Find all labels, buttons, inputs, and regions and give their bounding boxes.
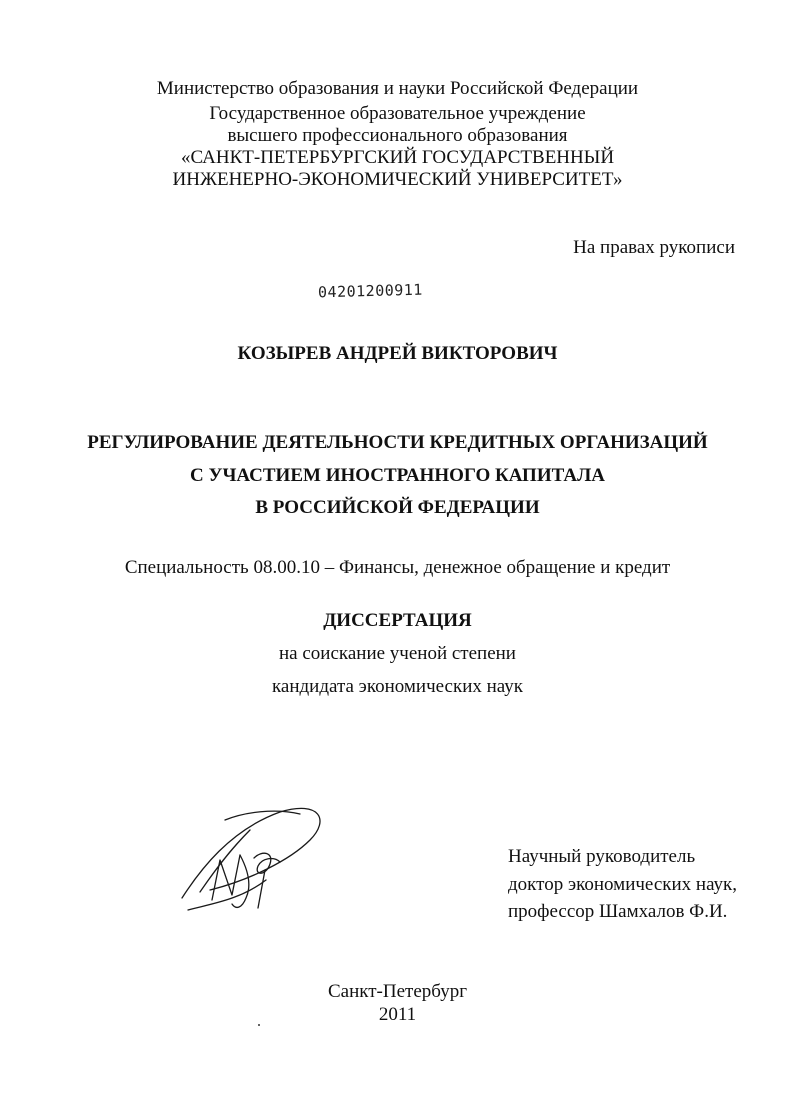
specialty-line: Специальность 08.00.10 – Финансы, денежное обращение и кредит [124, 557, 671, 578]
author-name: КОЗЫРЕВ АНДРЕЙ ВИКТОРОВИЧ [237, 343, 558, 364]
city: Санкт-Петербург [327, 981, 467, 1002]
ministry-line: Министерство образования и науки Российской Федерации [156, 78, 639, 99]
title-line3: В РОССИЙСКОЙ ФЕДЕРАЦИИ [255, 497, 540, 518]
title-line1: РЕГУЛИРОВАНИЕ ДЕЯТЕЛЬНОСТИ КРЕДИТНЫХ ОРГАНИЗАЦИЙ [87, 432, 708, 453]
supervisor-name: профессор Шамхалов Ф.И. [508, 901, 728, 922]
supervisor-degree: доктор экономических наук, [508, 874, 738, 895]
university-name-line1: «САНКТ-ПЕТЕРБУРГСКИЙ ГОСУДАРСТВЕННЫЙ [180, 147, 615, 168]
university-name-line2: ИНЖЕНЕРНО-ЭКОНОМИЧЕСКИЙ УНИВЕРСИТЕТ» [172, 169, 623, 190]
degree-line2: кандидата экономических наук [271, 676, 524, 697]
year: 2011 [378, 1004, 417, 1025]
scan-speck [258, 1024, 260, 1026]
education-level-line: высшего профессионального образования [227, 125, 568, 146]
institution-type-line: Государственное образовательное учреждение [209, 103, 586, 124]
manuscript-note: На правах рукописи [573, 237, 735, 258]
document-type: ДИССЕРТАЦИЯ [323, 610, 472, 631]
title-line2: С УЧАСТИЕМ ИНОСТРАННОГО КАПИТАЛА [190, 465, 605, 486]
signature-image [170, 800, 340, 915]
catalog-stamp-number: 04201200911 [317, 280, 424, 302]
degree-line1: на соискание ученой степени [279, 643, 516, 664]
supervisor-role: Научный руководитель [508, 846, 696, 867]
